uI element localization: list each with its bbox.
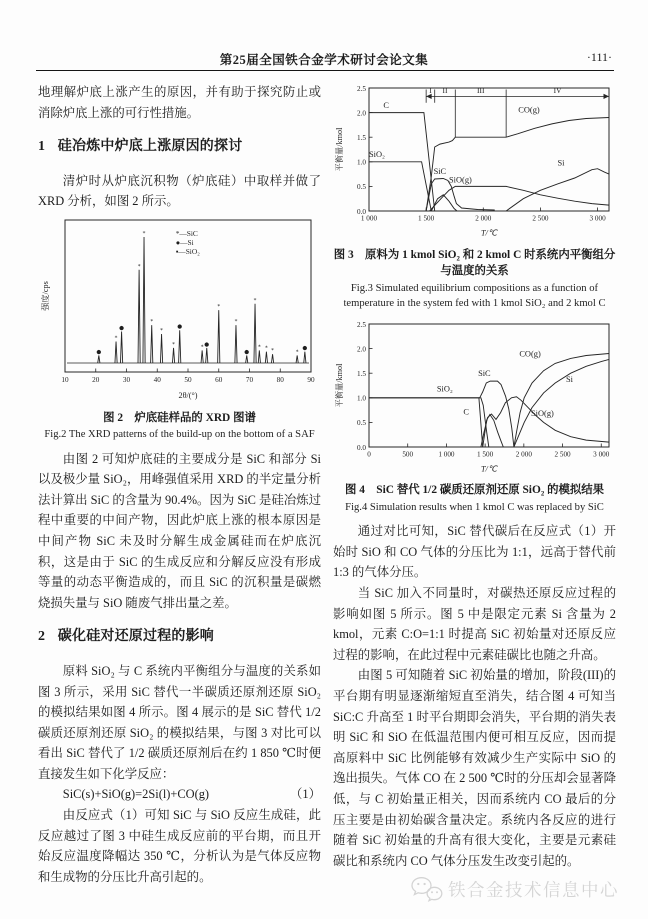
svg-text:T/℃: T/℃ [480,228,498,237]
svg-text:平衡量/kmol: 平衡量/kmol [335,363,344,407]
page-number: ·111· [586,50,612,64]
svg-text:2.5: 2.5 [357,320,366,329]
fig3-caption-cn: 图 3 原料为 1 kmol SiO₂ 和 2 kmol C 时系统内平衡组分与温度的关系 [333,248,616,278]
svg-text:SiO₂: SiO₂ [436,383,453,393]
svg-text:CO(g): CO(g) [519,349,541,359]
svg-text:2 500: 2 500 [554,450,571,459]
svg-text:2 500: 2 500 [532,214,549,223]
fig2-caption-en: Fig.2 The XRD patterns of the build-up on the bottom of a SAF [44,429,315,441]
paragraph-reaction-discussion: 由反应式（1）可知 SiC 与 SiO 反应生成硅，此反应越过了图 3 中硅生成反应前的平台期，而且开始反应温度降幅达 350 ℃，分析认为是气体反应物和生成物的分压比升高引起的。 [38,808,321,884]
svg-text:SiC: SiC [433,167,447,177]
svg-text:*—SiC: *—SiC [175,228,198,238]
figure-3 [333,82,616,244]
svg-text:*: * [114,335,118,342]
figure-4 [333,318,616,480]
svg-text:●: ● [204,341,210,348]
equation-1 [38,784,321,805]
svg-text:2.0: 2.0 [357,109,366,118]
svg-text:10: 10 [61,375,69,384]
svg-text:1 500: 1 500 [477,450,494,459]
svg-text:0: 0 [367,450,371,459]
left-column [38,82,321,887]
svg-text:1.0: 1.0 [357,158,366,167]
section-2-title: 碳化硅对还原过程的影响 [57,629,214,645]
svg-text:0.0: 0.0 [357,207,366,216]
svg-text:3 000: 3 000 [593,450,610,459]
figure-2 [38,214,321,407]
section-2-heading [38,627,321,648]
svg-text:III: III [477,85,485,95]
journal-title: 第25届全国铁合金学术研讨会论文集 [219,53,429,67]
svg-text:2θ/(°): 2θ/(°) [178,390,198,400]
paragraph-continuation: 地理解炉底上涨产生的原因，并有助于探究防止或消除炉底上涨的可行性措施。 [38,85,321,120]
svg-text:0.5: 0.5 [357,418,366,427]
section-1-heading [38,137,321,158]
svg-text:●—Si: ●—Si [175,237,194,247]
svg-text:1.0: 1.0 [357,394,366,403]
svg-text:*: * [200,344,204,351]
svg-text:*: * [253,297,257,304]
svg-text:平衡量/kmol: 平衡量/kmol [335,127,344,172]
svg-text:●: ● [302,345,308,352]
wechat-icon [411,876,443,903]
section-1-number: 1 [38,139,46,155]
equation-number: （1） [290,787,321,802]
svg-text:T/℃: T/℃ [480,464,498,473]
svg-text:SiC: SiC [478,368,491,378]
svg-text:60: 60 [215,375,223,384]
svg-text:C: C [383,101,389,111]
svg-text:SiO(g): SiO(g) [449,175,472,185]
paragraph-sic-amount: 当 SiC 加入不同量时，对碳热还原反应过程的影响如图 5 所示。图 5 中是限定元素 Si 含量为 2 kmol，元素 C:O=1:1 时提高 SiC 初始量对还原反应过程的影响，在此过程中元素硅碳比也随之升高。 [333,585,616,662]
fig4-simulation-chart [333,318,616,473]
equation-formula: SiC(s)+SiO(g)=2Si(l)+CO(g) [62,787,210,802]
svg-text:1.5: 1.5 [357,369,366,378]
svg-text:强度/cps: 强度/cps [41,281,50,311]
svg-text:*: * [217,304,221,311]
svg-text:*: * [160,327,163,334]
svg-text:*: * [234,319,238,326]
svg-text:●: ● [244,349,250,356]
svg-text:1 000: 1 000 [438,450,455,459]
svg-text:2 000: 2 000 [475,214,492,223]
svg-text:Si: Si [557,158,565,168]
svg-text:40: 40 [153,375,161,384]
svg-text:2.5: 2.5 [357,84,366,93]
fig2-xrd-chart [39,214,320,400]
svg-text:30: 30 [122,375,131,384]
svg-text:*: * [142,230,146,237]
svg-text:*: * [137,263,141,270]
watermark [411,876,619,903]
svg-text:●: ● [119,325,125,332]
watermark-text: 铁合金技术信息中心 [448,880,619,900]
svg-text:*: * [265,345,268,352]
svg-text:C: C [463,407,469,417]
section-1-title: 硅冶炼中炉底上涨原因的探讨 [57,139,243,155]
svg-text:0.0: 0.0 [357,443,366,452]
fig3-caption-en: Fig.3 Simulated equilibrium compositions as a function of temperature in the system fed with 1 kmol SiO₂ and 2 kmol C [343,282,606,310]
svg-text:●: ● [96,349,102,356]
svg-text:I: I [429,85,432,95]
svg-text:3 000: 3 000 [589,214,606,223]
svg-text:CO(g): CO(g) [518,105,540,115]
paragraph-xrd-intro: 清炉时从炉底沉积物（炉底硅）中取样并做了 XRD 分析，如图 2 所示。 [38,173,321,209]
header-rule [36,70,614,71]
paragraph-simulation-intro: 原料 SiO₂ 与 C 系统内平衡组分与温度的关系如图 3 所示，采用 SiC 替代一半碳质还原剂还原 SiO₂ 的模拟结果如图 4 所示。图 4 展示的是 SiC 替代 1/2 碳质还原剂还原 SiO₂ 的模拟结果，与图 3 对比可以看出 SiC 替代了 1/2 碳质还原剂后在约 1 850 ℃时便直接发生如下化学反应： [38,663,321,781]
section-2-number: 2 [38,629,46,645]
svg-text:1 000: 1 000 [360,214,378,223]
svg-text:Si: Si [566,374,574,384]
svg-text:SiO₂: SiO₂ [369,149,385,159]
svg-text:1.5: 1.5 [357,134,366,142]
svg-text:0.5: 0.5 [357,183,366,192]
svg-text:50: 50 [184,375,192,384]
svg-text:70: 70 [245,375,254,384]
svg-text:*: * [295,349,299,356]
svg-text:II: II [442,85,448,95]
svg-text:IV: IV [553,85,562,95]
svg-text:2.0: 2.0 [357,344,366,353]
fig4-caption-cn: 图 4 SiC 替代 1/2 碳质还原剂还原 SiO₂ 的模拟结果 [344,484,605,497]
svg-text:*: * [257,344,261,351]
right-column [333,80,616,871]
svg-text:20: 20 [92,375,100,384]
fig2-caption-cn: 图 2 炉底硅样品的 XRD 图谱 [103,411,256,424]
svg-text:*: * [172,341,175,348]
svg-text:▪—SiO₂: ▪—SiO₂ [175,246,200,256]
svg-text:2 000: 2 000 [515,450,532,459]
svg-text:●: ● [177,324,183,331]
svg-text:*: * [150,319,154,326]
svg-text:1 500: 1 500 [418,214,435,223]
svg-text:90: 90 [307,375,315,384]
paragraph-xrd-analysis: 由图 2 可知炉底硅的主要成分是 SiC 和部分 Si 以及极少量 SiO₂，用峰强值采用 XRD 的半定量分析法计算出 SiC 的含量为 90.4%。因为 SiC 是硅冶炼过程中重要的中间产物，因此炉底上涨的根本原因是中间产物 SiC 未及时分解生成金属硅而在炉底沉积，这是由于 SiC 的生成反应和分解反应没有形成等量的动态平衡造成的，而且 SiC 的沉积量是碳燃烧损失量与 SiO 随废气排出量之差。 [38,451,321,610]
paragraph-pressure-ratio: 通过对比可知，SiC 替代碳后在反应式（1）开始时 SiO 和 CO 气体的分压比为 1:1，远高于替代前 1:3 的气体分压。 [333,524,616,580]
svg-text:SiO(g): SiO(g) [531,408,554,418]
fig4-caption-en: Fig.4 Simulation results when 1 kmol C was replaced by SiC [345,501,604,513]
svg-text:80: 80 [276,375,284,384]
svg-text:*: * [271,348,274,355]
fig3-equilibrium-chart [333,82,616,237]
svg-text:500: 500 [402,450,414,459]
paragraph-fig5-discussion: 由图 5 可知随着 SiC 初始量的增加，阶段(III)的平台期有明显逐渐缩短直至消失，结合图 4 可知当 SiC:C 升高至 1 时平台期即会消失，平台期的消失表明 SiC 和 SiO 在低温范围内便可相互反应，因而提高原料中 SiC 比例能够有效减少生产实际中 SiO 的逸出损失。气体 CO 在 2 500 ℃时的分压却会显著降低，与 C 初始量正相关，因而系统内 CO 最后的分压主要是由初始碳含量决定。系统内各反应的进行随着 SiC 初始量的升高有很大变化，主要是元素硅碳比和系统内 CO 气体分压发生改变引起的。 [333,668,616,868]
